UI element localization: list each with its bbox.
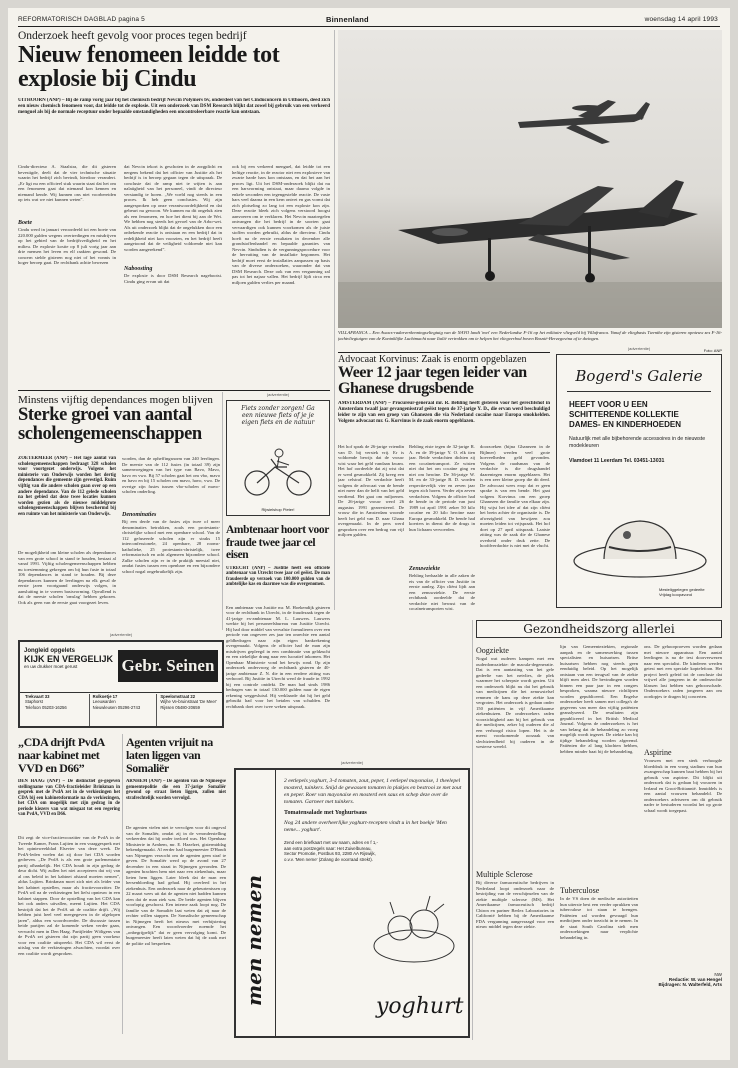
bogerd-name: Bogerd's Galerie bbox=[575, 367, 703, 385]
gezondheid-sign: NW bbox=[714, 972, 722, 977]
seinen-store-2 bbox=[89, 694, 155, 726]
header-rule bbox=[18, 26, 720, 27]
menu-logo: yoghurt bbox=[376, 994, 464, 1019]
gezondheid-title: Gezondheidszorg allerlei bbox=[523, 622, 675, 636]
column-divider bbox=[222, 392, 223, 630]
scholen-lede: ZOETERMEER (ANP) – Het lage aantal van scholengemeenschappen bedraagt 328 scholen voor voortgezet onderwijs. Volgens het ministerie van Onderwijs worden het dertig dependances die gemeente zijn gevestigd. Ruim vijftig van die andere scholen gaan over op een andere dependance. Van de 112 gelede scholen na het gebied dat deze twee locaties kunnen worden gezien als de nieuwe middelgrote scholengemeenschappen blijven beschermd bij een ruimte van het ministerie van Onderwijs. bbox=[18, 456, 116, 517]
somalier-body: De agenten vielen niet te vervolgen voor dit ongeval van de Somaliër, omdat zij in de veronderstelling verkeerden dat hij onder invloed was. Het Openbaar Ministerie in Arnhem, mr. E. Hazelzet, gistermiddag bekendgemaakt. Al eerder had burgemeester D'Hondt van Nijmegen verzocht om de agenten geen straf te geven. De Somaliër werd op de avond van 27 december in een straat in Nijmegen gevonden. De agenten brachten hem niet naar een ziekenhuis, maar lieten hem liggen. Later bleek dat de man een hersenbloeding had gehad. Hij overleed in het ziekenhuis. Een onderzoek naar de gebeurtenissen op 22 maart wees uit dat de agenten niet hadden kunnen zien dat de man ziek was. De beide agenten blijven voorlopig geschorst. Een interne zaak loopt nog. De familie van de Somaliër laat weten dat zij naar de rechter willen stappen. De Somalische gemeenschap in Nijmegen heeft het nieuws met verbijstering ontvangen. Een woordvoerder noemde het „onbegrijpelijk” dat er geen vervolging komt. De burgemeester heeft laten weten dat hij de zaak met de politie zal bespreken. bbox=[126, 825, 226, 946]
cartoon-box bbox=[226, 400, 330, 516]
scholen-body2b: Bij een derde van de fusies zijn twee of meer denominaties betrokken, zoals een protestants-christelijke school met een openbare school. Van de 112 gefuseerde scholen zijn er straks 15 interconfessionele, 24 openbare, 28 rooms-katholieke, 25 protestants-christelijk, twee reformatorisch en acht algemeen bijzondere school. Zulke scholen zijn er in de praktijk meestal niet, omdat fusies tussen een openbare en een bijzondere school nogal ongebruikelijk zijn. bbox=[122, 519, 220, 574]
cda-article bbox=[18, 736, 120, 1057]
cartoon-name: Rijwielshop Pieter! bbox=[261, 507, 295, 512]
gezondheid-body3b: ons. De gehoorproeven worden gedaan met nieuwe apparatuur. Een aantal leerlingen is na de test doorverwezen naar een specialist. De kinderen werden getest met een speciale koptelefoon. Het project heeft geleid tot de conclusie dat vrijwel alle jongeren in de onderzochte klassen last hebben van gehoorschade. Onderzoekers raden jongeren aan om oordopjes te dragen bij concerten. bbox=[644, 644, 722, 699]
menu-content bbox=[284, 778, 464, 862]
seinen-ad bbox=[18, 640, 224, 728]
menu-side bbox=[236, 770, 276, 1036]
menu-text1: 2 eetlepels yoghurt, 3-4 tomaten, zout, peper, 1 eetlepel mayonaise, 1 theelepel mosterd, tuinkers. Snijd de gewassen tomaten in plakjes en bestrooi ze met zout en peper. Roer van mayonaise en mosterd een saus en schep deze over de tomaten. Garneer met tuinkers. bbox=[284, 778, 462, 805]
cindu-lede: UITHOORN (ANP) – Bij de ramp vorig jaar bij het chemisch bedrijf Nevcin Polymers bv, onderdeel van het Cinduconcern in Uithoorn, deed zich een nieuw chemisch fenomeen voor, dat leidde tot de explosie. Uit een onderzoek van DSM Research blijkt dat zowel bij gebruik van een verkeerd menguel als bij de normale receptuur onder bepaalde omstandigheden een oncontroleerbare reactie kan ontstaan. bbox=[18, 97, 330, 115]
ghana-body3: doorzoeken (bijna Ghanezen in de Bijlmer) werden veel grote hoeveelheden geld gevonden. Volgens de raadsman van de verdachte is die drugshandel daarentegen enorm opgeblazen. Het is een zeer kleine groep die dit deed. De advocaat wees erop dat er geen sprake is van een bende. Het gaat volgens Korvinus om een groep Ghanezen die familie van elkaar zijn. Hij wijst het idee af dat zijn cliënt het brein achter de organisatie is. De afwezigheid van bewijzen zou moeten leiden tot vrijspraak. Het hof doet op 27 april uitspraak. Laatste zitting was de zaak die de Ghanese overheid onder druk zette. De hoofdverdachte is niet met de vlucht. bbox=[480, 444, 550, 548]
gezondheid-body4: Vrouwen met een sterk verhoogde bloeddruk in een vroeg stadium van hun zwangerschap kunnen baat hebben bij het gebruik van aspirine. Dit blijkt uit onderzoek dat is gedaan bij vrouwen in Ierland en Groot-Brittannië. Inmiddels is een aantal vrouwen behandeld. De onderzoekers adviseren om dit gebruik nader te bestuderen voordat het op grote schaal wordt toegepast. bbox=[644, 758, 722, 813]
menu-text2: Tomatensalade met Yoghurtsaus bbox=[284, 810, 367, 816]
scholen-col2 bbox=[122, 456, 220, 628]
cindu-article bbox=[18, 30, 330, 285]
seinen-slogan3: en uw drukker moet gerust bbox=[24, 664, 78, 669]
seinen-slogan2: KIJK EN VERGELIJK bbox=[24, 654, 114, 664]
gezondheid-sub3: Tuberculose bbox=[560, 886, 600, 895]
awacs-photo bbox=[338, 30, 722, 328]
newspaper-page bbox=[8, 8, 730, 1060]
ghana-col1 bbox=[338, 444, 404, 612]
seinen-store-tel: Nieuwleusen 05296-2743 bbox=[92, 704, 141, 710]
somalier-article bbox=[126, 736, 226, 1059]
ghana-body2b: Behling herhaalde in alle zaken de eis van de officier van Justitie in eerste aanleg. Zijn cliënt lijdt aan een zenuwziekte. De eerste rechtbank oordeelde dat de verdachte niet bewust van de cocaïnetransporten wist. bbox=[409, 573, 475, 611]
gezondheid-col2 bbox=[560, 644, 638, 1042]
cindu-col2: dat Nevcin tekort is geschoten in de zorgplicht en nergens bekend dat het officier van Justitie als het bedrijf is in beroep gegaan tegen de uitspraak. De conclusie dat de ramp niet te wijten is aan nalatigheid van het personeel, vindt de directeur verstandig te horen. „We voeld nog steeds in een proces. Ik heb geen conclusies. Wij zijn aangesproken op onze verantwoordelijkheid en dat gebeurt nu gewoon. We kunnen nu dit ongeluk zien als een fenomeen, en hoe het dient bij aan de Wet. We hebben nog steeds het gevoel van de Arbo-wet. Als uit onderzoek blijkt dat de ongelukken door een onbekende reactie is ontstaan en een bedrijf dat in redelijkheid niet kon voorzien, en het bedrijf heeft aangetoond dat de veiligheid voldoende niet kan worden aangerekend”. bbox=[124, 164, 222, 252]
scholen-sub: Denominaties bbox=[122, 512, 157, 518]
cartoon-ad bbox=[226, 392, 330, 512]
bogerd-note: Mesteliggelegen gedeelte Vrijdag koopavond bbox=[659, 587, 705, 597]
column-divider bbox=[122, 734, 123, 1034]
bicycle-icon bbox=[227, 445, 330, 501]
folio-paper: REFORMATORISCH DAGBLAD pagina 5 bbox=[18, 16, 145, 23]
gezondheid-banner bbox=[476, 620, 722, 638]
ghana-col2 bbox=[409, 444, 475, 612]
bogerd-tag: (advertentie) bbox=[627, 346, 651, 351]
airplane-icon bbox=[338, 30, 722, 328]
column-divider bbox=[472, 620, 473, 1040]
scholen-kicker: Minstens vijftig dependances mogen blijven bbox=[18, 394, 213, 406]
hat-icon bbox=[557, 505, 722, 595]
scholen-body1: De mogelijkheid om kleine scholen als dependances van een grote school in stand te houden, bestaat al vanaf 1991. Vijftig scholengemeenschappen hebben nu toestemming gekregen om bij hun fusie in totaal 106 dependances in stand te houden. Bij deze dependances kunnen de leerlingen na elk geval de eerste jaren voortgaand onderwijs volgen, in aansluiting in te voeren basisvorming. Opvallend is dat de meeste scholen 'omslag' hebben gekozen. Ook als geen van de eerste gaat voorgezet leven. bbox=[18, 550, 116, 605]
cda-headline: „CDA drijft PvdA naar kabinet met VVD en D66” bbox=[18, 735, 105, 775]
gezondheid-col1 bbox=[476, 644, 554, 1042]
gezondheid-sub1: Oogziekte bbox=[476, 646, 509, 655]
cindu-sub-boete: Boete bbox=[18, 220, 32, 226]
scholen-headline: Sterke groei van aantal scholengemeenschappen bbox=[18, 405, 202, 444]
cartoon-text: Fiets zonder zorgen! Ga een nieuwe fiets of je je eigen fiets en de natuur bbox=[241, 405, 315, 426]
seinen-store-tel: Telefoon 05203-16256 bbox=[25, 704, 67, 710]
ghana-body1: Het hof sprak de 26-jarige vriendin van D. bij verstek vrij. Er is voldoende bewijs dat de vrouw wist waar het geld vandaan kwam. Het hof oordeelde dat zij wist dat er werd gesmokkeld. Zij kreeg een jaar celstraf. De verdachte heeft volgens de advocaat van de bende niet meer dan de helft van het geld verdiend. Het gaat om miljoenen. De 26-jarige vrouw werd 26 augustus 1991 gearresteerd. De vrouw die in Amsterdam woonde heeft het geld van D. naar Ghana overgemaakt. In de pers werd gesproken over een bedrag van vijf miljoen gulden. bbox=[338, 444, 404, 537]
gezondheid-body3: In de VS doen de medische autoriteiten hun uiterste best een verder oprukken van tuberculose tot staan te brengen. Patiënten zal worden gevraagd hun medicijnen onder toezicht in te nemen. In de staat South Carolina stelt men onderzoekingen naar verplichte behandeling in. bbox=[560, 896, 638, 940]
menu-ad bbox=[234, 768, 470, 1038]
seinen-stores bbox=[22, 694, 222, 726]
folio-section: Binnenland bbox=[326, 15, 369, 24]
seinen-slogan1: Jongleid opgelets bbox=[24, 648, 76, 654]
gezondheid-body2: Bij diverse farmaceutische bedrijven in Nederland loopt onderzoek naar de bestrijding van de verschijnselen van de ziekte multiple sclerose (MS). Het Amerikaanse farmaceutisch bedrijf Chiron en partner Berlex Laboratories in Californië hebben bij de Amerikaanse FDA vergunning aangevraagd voor een nieuw middel tegen deze ziekte. bbox=[476, 880, 554, 929]
gezondheid-sub4: Aspirine bbox=[644, 748, 672, 757]
ghana-col3 bbox=[480, 444, 550, 612]
fraude-headline: Ambtenaar hoort voor fraude twee jaar cel eisen bbox=[226, 524, 329, 561]
ghana-sub: Zenuwziekte bbox=[409, 566, 440, 572]
seinen-store-1 bbox=[22, 694, 87, 726]
menu-side-title: men nemen bbox=[242, 874, 266, 1006]
gezondheid-editor2: Bijdragen: N. Walterfeld, Arts bbox=[658, 982, 722, 987]
rule-scholen bbox=[18, 390, 330, 391]
folio-date: woensdag 14 april 1993 bbox=[644, 16, 718, 23]
gezondheid-body1: Nogal wat ouderen kampen met een ouderdomsziekte: de macula-degeneratie. Dat is een aantasting van het gele gedeelte van het netvlies, de plek waarmee het scherpste wordt gezien. Uit een onderzoek blijkt nu dat het gebruik van medicijnen die het zenuwstelsel remmen de kans op deze ziekte kan vergroten. Het onderzoek is gedaan onder 150 patiënten in vijf Amerikaanse ziekenhuizen. De onderzoekers raden voorzichtigheid aan bij het gebruik van die medicijnen, zeker bij ouderen die al een verhoogd risico lopen. Het is de meest voorkomende oorzaak van slechtziendheid bij ouderen in de westerse wereld. bbox=[476, 656, 554, 749]
seinen-store-name: Rolkoetje 17 bbox=[92, 694, 118, 699]
cda-body: Dit zegt de vice-fractievoorzitter van de PvdA in de Tweede Kamer, Frans Lujiten in een vraaggesprek met het opinieweekblad Elsevier van deze week. De PvdA-leden voelen dat zij door het CDA worden gedreven. „De PvdA is als een grote parlementaire partij afhankelijk. Het CDA houdt in zijn gedrag de deur dicht. Wij zullen het niet accepteren dat wij van al ons beleid in het kabinet afstand moeten nemen”, aldus Lujiten. Brinkman moet zich niet als leider van het kabinet opstellen, maar als fractievoorzitter. De PvdA wil na de verkiezingen het liefst opnieuw in een kabinet stappen. Door de opstelling van het CDA kan het ook anders uitvallen, meent Lujiten. Het CDA bestrijdt dat het de PvdA uit de coalitie drijft. „Wij hebben juist heel veel meegegeven in de afgelopen jaren”, aldus een woordvoerder. De discussie tussen beide partijen zal de komende weken verder gaan, verwacht men in Den Haag. Partijleider Wöltgens van de PvdA zei gisteren dat zijn partij geen voorkeur voor een coalitie uitspreekt. Het CDA wil eerst de uitslag van de verkiezingen afwachten, voordat over een coalitie wordt gesproken. bbox=[18, 835, 120, 956]
seinen-store-sub: Leeuwarden bbox=[92, 699, 116, 705]
ghana-headline: Weer 12 jaar tegen leider van Ghanese drugsbende bbox=[338, 364, 527, 398]
bogerd-address: Vlamdoet 11 Leerdam Tel. 03451-13031 bbox=[569, 458, 665, 464]
column-divider bbox=[334, 30, 335, 610]
seinen-store-tel: Rijssen 05480-20659 bbox=[160, 704, 200, 710]
bogerd-ad bbox=[556, 354, 722, 608]
gezondheid-body2b: lijn van Gemeenteziekten, regionale aanpak en de samenwerking tussen specialisten en huisartsen. Britse huisartsen hebben nog steeds geen eenduidig beleid. Op het mogelijk ontstaan van een terugval van de ziekte blijft men alert. De bevindingen worden binnen een paar jaar in een congres besproken, waarna nieuwe richtlijnen worden gepubliceerd. Een Engelse onderzoeker heeft samen met collega's de gegevens van meer dan vijftig patiënten geanalyseerd. De resultaten zijn gepubliceerd in het British Medical Journal. Volgens de onderzoekers is het van belang dat de behandeling zo vroeg mogelijk wordt ingezet. De ziekte kan bij tijdige behandeling worden afgeremd. Patiënten die al lang klachten hebben, hebben minder baat bij de behandeling. bbox=[560, 644, 638, 754]
ghana-body2: Behling eiste tegen de 32-jarige R. A. en de 39-jarige Y. O. elk tien jaar. Beide verdachten dichten zij een cocaïnetransport. Ze wisten niet dat het om cocaïne ging en niet om heroïne. De 36-jarige W. M. en de 33-jarige B. D. worden respectievelijk vier en zeven jaar tegen zich horen. Verder zijn zeven verdachten. Volgens de officier had de bende in de periode van juni 1989 tot april 1991 zeker 50 kilo cocaïne en 20 kilo heroïne naar Europa gesmokkeld. De bende had koeriers in dienst die de drugs in hun lichaam vervoerden. bbox=[409, 444, 475, 532]
ghana-kicker: Advocaat Korvinus: Zaak is enorm opgeblazen bbox=[338, 354, 527, 365]
cda-lede: DEN HAAG (ANP) – De distinctief ge-gegeven stellingname van CDA-fractieleider Brinkman in gesprek met de PvdA zet in de verkiezingen het CDA bij een kabinetsformatie na de verkiezingen, het CDA om mogelijk met zijn gedrag in de periode kiezers van wat misgaat tot een regering van PvdA, VVD en D66. bbox=[18, 779, 120, 817]
seinen-store-name: Speelomstraat 22 bbox=[160, 694, 196, 699]
seinen-store-sub: Wijhe Ve-bruinstraat 'De Meer' bbox=[160, 699, 217, 705]
seinen-tag: (advertentie) bbox=[109, 632, 133, 637]
photo-credit: Foto: ANP bbox=[703, 348, 722, 353]
fraude-lede: UTRECHT (ANP) – Justitie heeft een officiële ambtenaar van Utrecht twee jaar cel geëist. De man fraudeerde op verzoek van 100.000 gulden van de ambtelijke kas en daarmee was die overgenomen. bbox=[226, 565, 330, 587]
seinen-left bbox=[24, 648, 126, 669]
menu-tag: (advertentie) bbox=[340, 760, 364, 765]
menu-text4: Zend een briefkaart met uw naam, adres en f 1,- aan extra postzegels naar: Het Zuivelbureau, Sector Promotie, Postbus 93, 2280 AA Rijswijk, o.v.v. 'Men neme' (Zolang de voorraad strekt). bbox=[284, 840, 378, 862]
photo-caption-text: VILLAFRANCA – Een Awacs-radarverkenningsvliegtuig van de NAVO landt 'met' een Nederlandse F-16 op het militaire vliegveld bij Villafranca. Vanaf de vliegbasis Twenthe zijn gisteren opnieuw zes F-16-jachtvliegtuigen van de Koninklijke Luchtmacht naar Italië vertrokken om te helpen het vliegverbod boven Bosnië-Herzegovina af te dwingen. bbox=[338, 330, 722, 341]
seinen-store-name: Trekvaart 33 bbox=[25, 694, 50, 699]
cindu-sub-naboosting: Naboosting bbox=[124, 266, 153, 272]
gezondheid-sub2: Multiple Sclerose bbox=[476, 870, 533, 879]
ghana-lede: AMSTERDAM (ANP) – Procureur-generaal mr. R. Behling heeft gisteren voor het gerechtshof in Amsterdam twaalf jaar gevangenisstraf geëist tegen de 37-jarige Y. D., die ervan werd beschuldigd leider te zijn van een groep van Ghanezen die via Nederland cocaïne naar Europa smokkelden. Volgens advocaat mr. G. Korvinus is de zaak enorm opgeblazen. bbox=[338, 400, 550, 424]
seinen-store-3 bbox=[156, 694, 222, 726]
fraude-body: Een ambtenaar van Justitie mr. M. Hoekendijk gisteren voor de rechtbank in Utrecht, in de fraudezaak tegen de 41-jarige ex-ambtenaar M. L. Lauwers. Lauwers werkte bij het personeelsbureau van Justitie Utrecht. Hij had door middel van vervalste formulieren over een periode van ongeveer zes jaar ten onrechte een aantal geldbedragen naar zijn eigen bankrekening overgemaakt. Volgens de officier had de man zijn misdrijven gepleegd in een combinatie van geldzucht en een ziekelijke drang naar een lucratief inkomen. Het Openbaar Ministerie vond het bewijs rond. Op zijn onderzoek ondervroeg de rechtbank gisteren de 40-jarige ambtenaar Z. N. die in een eerdere zitting was verhoord. Bij Justitie in Utrecht werd de fraude in 1992 bij een controle ontdekt. De man had sinds 1986 bedragen van in totaal 130.000 gulden naar de eigen rekening weggesluisd. Hij verklaarde dat hij het geld gebruikt had voor het betalen van schulden. De rechtbank doet over twee weken uitspraak. bbox=[226, 604, 330, 709]
gezondheid-col3 bbox=[644, 644, 722, 1042]
somalier-headline: Agenten vrijuit na laten liggen van Somaliër bbox=[126, 735, 213, 775]
menu-text3: Nog 24 andere overheerlijke yoghurt-recepten vindt u in het boekje 'Men neme... yoghurt'. bbox=[284, 820, 447, 833]
rule-ghana bbox=[338, 352, 550, 353]
cindu-col3: ook bij een verkeerd menguel, dat leidde tot een heftige reactie, in de reactor niet een explosieve van zwarte harde hars kon ontstaan, en dat het aan het proces ligt. Uit het DSM-onderzoek blijkt dat nu een harsvorming ontstaat, maar daarna volgde in enkele seconden een tegengestelde reactie. De vaste hars veel daarna in een kern ontvet en gas vormt dat zich plotseling zo lang tot een explosie kon zijn. Deze reactie bleek zich volgens verstoord hoogst aanvoeren om te verklaren. Het Nevcin maatregelen ontvangen die het bedrijf in de soorten gaat vervaardigen ook kunnen voorkomen als de juiste stoffen worden gebruikt, aldus de directeur. Cindu hoeft na de eerste resultaten in december alle grondstoffenhandel en bepaalde garanties van Nevcin. Sindsdien is de vergunningsprocedure voor de hervatting van de installatie begonnen. Het bedrijf moet eerst de installaties aanpassen op basis van de diverse onderzoeken, waaronder dat van DSM Research. Deze ook van een vergunning zal pas tot het najaar vallen. Het bedrijf lijdt circa een miljoen gulden verlies per maand. bbox=[232, 164, 330, 285]
bogerd-sub: Natuurlijk met alle bijbehorende accessoires in de nieuwste modekleuren bbox=[569, 436, 706, 449]
cartoon-tag: (advertentie) bbox=[266, 392, 290, 397]
somalier-lede: ARNHEM (ANP) – De agenten van de Nijmeegse gemeentepolitie die een 37-jarige Somaliër gewond op straat lieten liggen, zullen niet strafrechtelijk worden vervolgd. bbox=[126, 779, 226, 801]
ghana-article bbox=[338, 354, 550, 443]
cindu-col2b: De explosie is door DSM Research nagebootst. Cindu ging ervan uit dat bbox=[124, 273, 222, 284]
scholen-body2: worden, dan de opheffingsnorm van 240 leerlingen. De meeste van de 112 fusies (in totaal 39) zijn samenvoegingen van het type van Bavo, Mavo, havo en vwo. Bij 57 scholen gaat het om vbo, mavo en havo en bij 15 scholen om mavo, havo, vwo. De overige zijn fusies tussen vbo-scholen of mavo-scholen onderling. bbox=[122, 456, 220, 494]
cindu-kicker: Onderzoek heeft gevolg voor proces tegen bedrijf bbox=[18, 30, 247, 42]
seinen-logo: Gebr. Seinen bbox=[118, 650, 218, 682]
cindu-col1b: Cindu werd in januari veroordeeld tot een boete van 220.000 gulden wegens overtredingen en misdrijven op het gebied van de bedrijfsveiligheid en het milieu. De explosie kostte op 8 juli vorig jaar aan drie mensen het leven en elf raakten gewond. De concern stelde gisteren nog niet of het vonnis in hoger beroep gaat. De rechtbank achtte bewezen bbox=[18, 227, 116, 265]
cindu-col1: Cindu-directeur A. Staalstra, die dit gisteren bevestigde, deelt dat de vier technische situatie waarin het bedrijf zich bevindt, hierdoor verandert. „Er ligt nu een officieel stuk waarin staat dat het om een fenomeen gaat dat niemand kon kennen en niemand kende. Wij kunnen ons niet voorbereiden op iets wat we niet kunnen weten”. bbox=[18, 164, 116, 202]
gezondheid-editor: Redactie: W. van Hengel bbox=[668, 977, 722, 982]
cindu-headline: Nieuw fenomeen leidde tot explosie bij Cindu bbox=[18, 42, 280, 93]
bogerd-headline: HEEFT VOOR U EEN SCHITTERENDE KOLLEKTIE DAMES- EN KINDERHOEDEN bbox=[569, 400, 682, 429]
vegetable-basket-icon bbox=[364, 884, 464, 974]
scholen-col1 bbox=[18, 456, 116, 628]
seinen-store-sub: Staphorst bbox=[25, 699, 43, 705]
